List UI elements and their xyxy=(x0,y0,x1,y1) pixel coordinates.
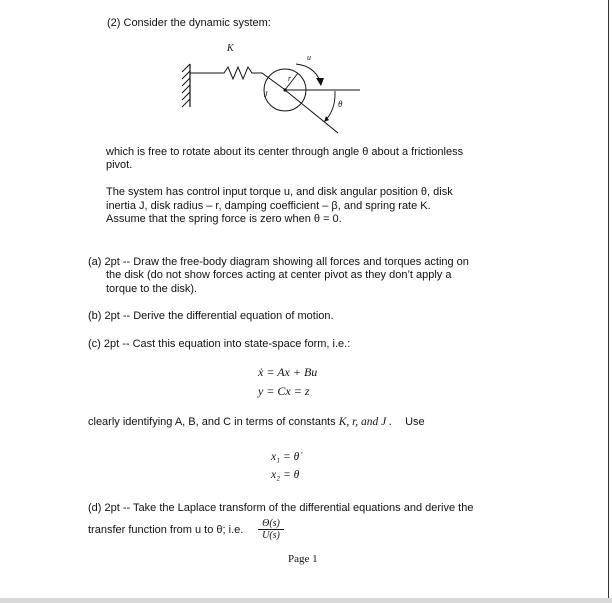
state-equation: ẋ = Ax + Bu xyxy=(258,365,318,379)
transfer-function xyxy=(258,518,284,541)
transfer-function-numerator: Θ(s) xyxy=(262,518,280,529)
part-a-line-1: (a) 2pt -- Draw the free-body diagram showing all forces and torques acting on xyxy=(88,256,469,268)
part-a-line-3: torque to the disk). xyxy=(106,283,198,295)
radius-line xyxy=(285,73,298,90)
viewer-bottom-bar xyxy=(0,598,612,603)
question-header: (2) Consider the dynamic system: xyxy=(107,17,271,29)
part-d-line-2: transfer function from u to θ; i.e. xyxy=(88,524,244,536)
output-equation: y = Cx = z xyxy=(258,384,310,398)
description-line-1: which is free to rotate about its center through angle θ about a frictionless xyxy=(106,146,464,158)
label-theta: θ xyxy=(338,99,343,109)
label-u: u xyxy=(307,53,311,62)
identify-constants: K, r, and J . xyxy=(338,416,393,428)
dynamic-system-diagram xyxy=(0,0,612,160)
system-line-2: inertia J, disk radius – r, damping coefficient – β, and spring rate K. xyxy=(106,200,431,212)
label-r: r xyxy=(288,74,292,83)
identify-text xyxy=(88,416,425,430)
page-number: Page 1 xyxy=(288,553,318,565)
label-j: J xyxy=(264,90,268,99)
part-d-line-1: (d) 2pt -- Take the Laplace transform of the differential equations and derive the xyxy=(88,502,474,514)
system-line-3: Assume that the spring force is zero when θ = 0. xyxy=(106,213,342,225)
transfer-function-denominator: U(s) xyxy=(258,529,284,541)
spring xyxy=(190,67,284,89)
state-x1-definition: x₁ = θ̇ xyxy=(271,451,300,463)
part-a-line-2: the disk (do not show forces acting at center pivot as they don’t apply a xyxy=(106,269,452,281)
label-k: K xyxy=(227,43,234,54)
identify-use: Use xyxy=(405,416,425,428)
system-line-1: The system has control input torque u, and disk angular position θ, disk xyxy=(106,186,453,198)
wall-hatching xyxy=(182,64,190,107)
state-x2-definition: x₂ = θ xyxy=(271,469,300,481)
part-b: (b) 2pt -- Derive the differential equation of motion. xyxy=(88,310,334,322)
angle-line xyxy=(285,90,338,133)
part-c: (c) 2pt -- Cast this equation into state-space form, i.e.: xyxy=(88,338,351,350)
description-line-2: pivot. xyxy=(106,159,133,171)
identify-prefix: clearly identifying A, B, and C in terms of constants xyxy=(88,416,336,428)
